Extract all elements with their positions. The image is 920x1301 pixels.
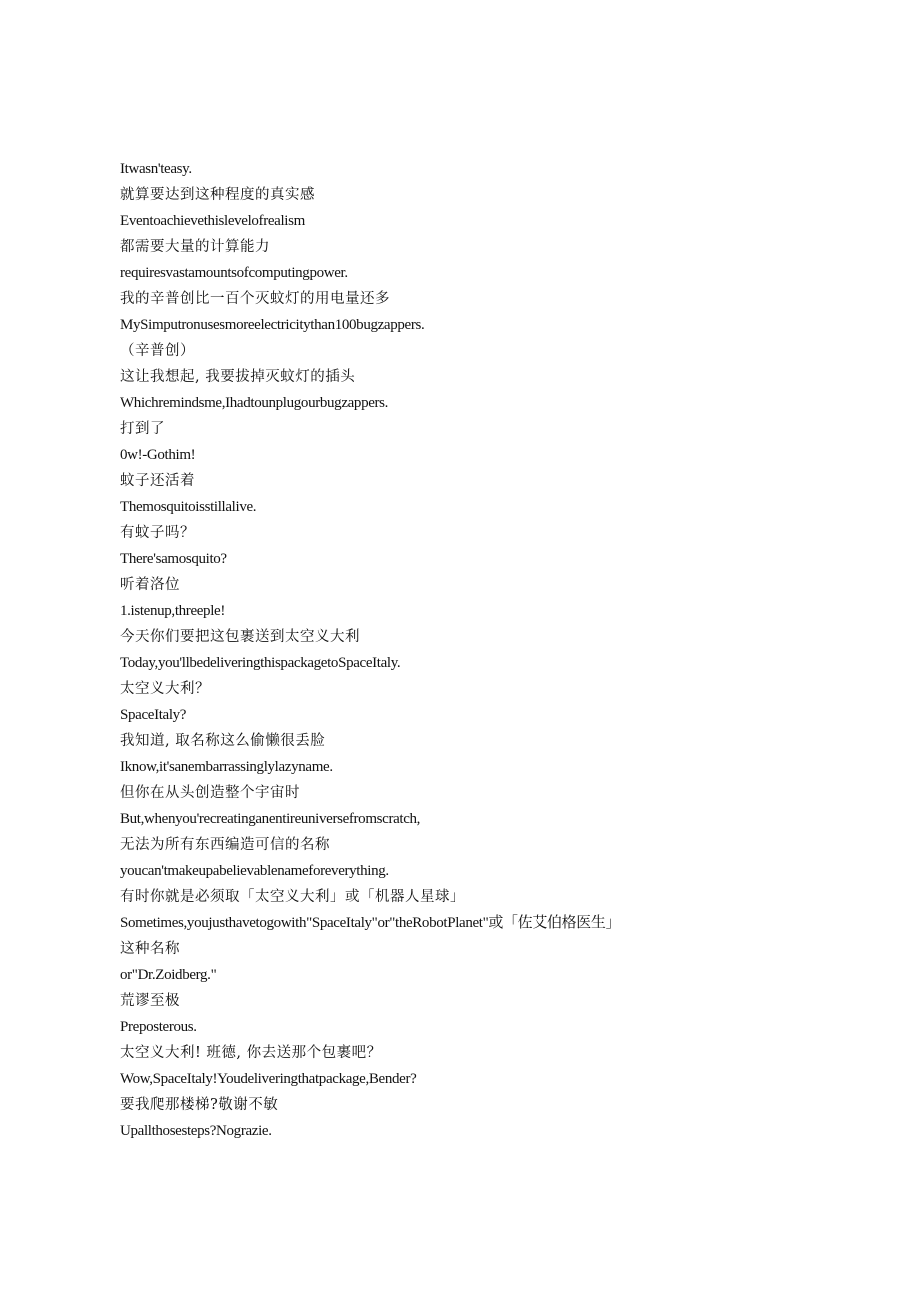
subtitle-line-chinese: 太空义大利! 班德, 你去送那个包裹吧？ xyxy=(120,1045,382,1061)
subtitle-line-chinese: 有蚊子吗？ xyxy=(120,525,195,541)
subtitle-line-chinese: 这让我想起, 我要拔掉灭蚊灯的插头 xyxy=(120,369,356,385)
subtitle-line-english: MySimputronusesmoreelectricitythan100bugzappers. xyxy=(120,317,425,333)
subtitle-line-english: Eventoachievethislevelofrealism xyxy=(120,213,305,229)
subtitle-line-chinese: 打到了 xyxy=(120,421,165,437)
subtitle-line-english: Sometimes,youjusthavetogowith"SpaceItaly"or"theRobotPlanet"或「佐艾伯格医生」 xyxy=(120,915,621,931)
subtitle-line-chinese: 有时你就是必须取「太空义大利」或「机器人星球」 xyxy=(120,889,465,905)
subtitle-line-english: There'samosquito? xyxy=(120,551,227,567)
subtitle-line-chinese: （辛普创） xyxy=(120,343,195,359)
subtitle-line-chinese: 无法为所有东西编造可信的名称 xyxy=(120,837,330,853)
subtitle-line-english: youcan'tmakeupabelievablenameforeverything. xyxy=(120,863,389,879)
subtitle-line-english: or"Dr.Zoidberg." xyxy=(120,967,217,983)
subtitle-line-chinese: 都需要大量的计算能力 xyxy=(120,239,270,255)
subtitle-line-english: Preposterous. xyxy=(120,1019,197,1035)
subtitle-line-english: Themosquitoisstillalive. xyxy=(120,499,257,515)
subtitle-line-english: Upallthosesteps?Nograzie. xyxy=(120,1123,272,1139)
subtitle-line-english: 1.istenup,threeple! xyxy=(120,603,225,619)
document-body xyxy=(120,156,880,1144)
subtitle-line-chinese: 这种名称 xyxy=(120,941,180,957)
subtitle-line-english: Wow,SpaceItaly!Youdeliveringthatpackage,Bender? xyxy=(120,1071,417,1087)
subtitle-line-chinese: 就算要达到这种程度的真实感 xyxy=(120,187,315,203)
subtitle-line-english: But,whenyou'recreatinganentireuniversefromscratch, xyxy=(120,811,421,827)
subtitle-line-chinese: 我知道, 取名称这么偷懒很丢脸 xyxy=(120,733,326,749)
subtitle-line-chinese: 荒谬至极 xyxy=(120,993,180,1009)
subtitle-line-english: Iknow,it'sanembarrassinglylazyname. xyxy=(120,759,333,775)
subtitle-line-english: 0w!-Gothim! xyxy=(120,447,196,463)
subtitle-line-english: Itwasn'teasy. xyxy=(120,161,192,177)
subtitle-line-chinese: 要我爬那楼梯?敬谢不敏 xyxy=(120,1097,279,1113)
subtitle-line-chinese: 蚊子还活着 xyxy=(120,473,195,489)
subtitle-line-chinese: 今天你们要把这包裹送到太空义大利 xyxy=(120,629,360,645)
subtitle-line-english: requiresvastamountsofcomputingpower. xyxy=(120,265,348,281)
subtitle-line-english: SpaceItaly? xyxy=(120,707,187,723)
subtitle-line-chinese: 太空义大利？ xyxy=(120,681,210,697)
subtitle-line-chinese: 我的辛普创比一百个灭蚊灯的用电量还多 xyxy=(120,291,390,307)
subtitle-line-english: Whichremindsme,Ihadtounplugourbugzappers. xyxy=(120,395,389,411)
subtitle-line-chinese: 听着洛位 xyxy=(120,577,180,593)
subtitle-line-chinese: 但你在从头创造整个宇宙时 xyxy=(120,785,300,801)
subtitle-line-english: Today,you'llbedeliveringthispackagetoSpaceItaly. xyxy=(120,655,401,671)
